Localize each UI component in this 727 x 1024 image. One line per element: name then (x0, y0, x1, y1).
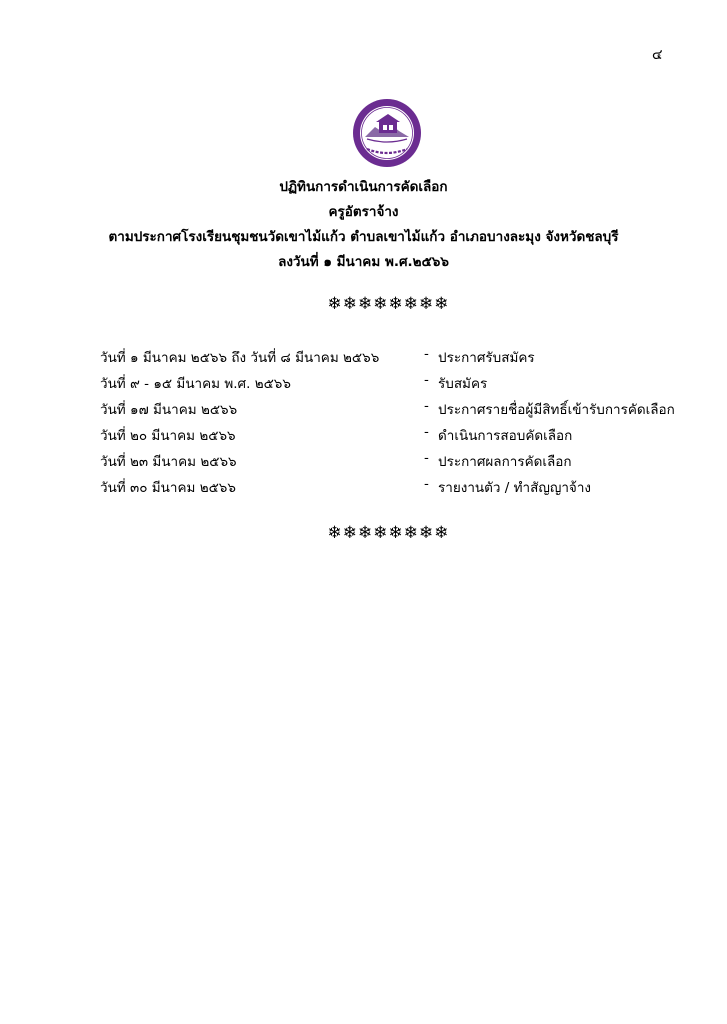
page-number: ๔ (652, 47, 663, 63)
schedule-date: วันที่ ๑ มีนาคม ๒๕๖๖ ถึง วันที่ ๘ มีนาคม ๒๕๖๖ (100, 350, 380, 366)
schedule-row (100, 424, 680, 450)
schedule-row (100, 476, 680, 502)
schedule-dash: - (424, 398, 429, 414)
schedule-dash: - (424, 372, 429, 388)
title-announcement: ตามประกาศโรงเรียนชุมชนวัดเขาไม้แก้ว ตำบลเขาไม้แก้ว อำเภอบางละมุง จังหวัดชลบุรี (108, 229, 619, 245)
schedule-activity: ประกาศรายชื่อผู้มีสิทธิ์เข้ารับการคัดเลือก (438, 402, 675, 418)
schedule-row (100, 372, 680, 398)
schedule-row (100, 346, 680, 372)
schedule-date: วันที่ ๓๐ มีนาคม ๒๕๖๖ (100, 480, 236, 496)
schedule-dash: - (424, 424, 429, 440)
title-heading: ปฏิทินการดำเนินการคัดเลือก (279, 179, 448, 195)
title-date: ลงวันที่ ๑ มีนาคม พ.ศ.๒๕๖๖ (278, 254, 449, 270)
schedule-row (100, 450, 680, 476)
ornament-divider-top: ❄❄❄❄❄❄❄❄ (327, 294, 450, 314)
schedule-date: วันที่ ๒๓ มีนาคม ๒๕๖๖ (100, 454, 237, 470)
title-position: ครูอัตราจ้าง (328, 204, 399, 220)
schedule-list (100, 346, 680, 502)
schedule-row (100, 398, 680, 424)
schedule-activity: ประกาศผลการคัดเลือก (438, 454, 572, 470)
schedule-dash: - (424, 450, 429, 466)
schedule-date: วันที่ ๙ - ๑๕ มีนาคม พ.ศ. ๒๕๖๖ (100, 376, 291, 392)
schedule-date: วันที่ ๑๗ มีนาคม ๒๕๖๖ (100, 402, 238, 418)
schedule-activity: ดำเนินการสอบคัดเลือก (438, 428, 573, 444)
schedule-activity: รับสมัคร (438, 376, 488, 392)
document-title (0, 175, 727, 275)
ornament-divider-bottom: ❄❄❄❄❄❄❄❄ (327, 523, 450, 543)
schedule-activity: ประกาศรับสมัคร (438, 350, 535, 366)
schedule-date: วันที่ ๒๐ มีนาคม ๒๕๖๖ (100, 428, 236, 444)
school-emblem-icon (351, 97, 423, 169)
schedule-dash: - (424, 346, 429, 362)
schedule-activity: รายงานตัว / ทำสัญญาจ้าง (438, 480, 592, 496)
schedule-dash: - (424, 476, 429, 492)
